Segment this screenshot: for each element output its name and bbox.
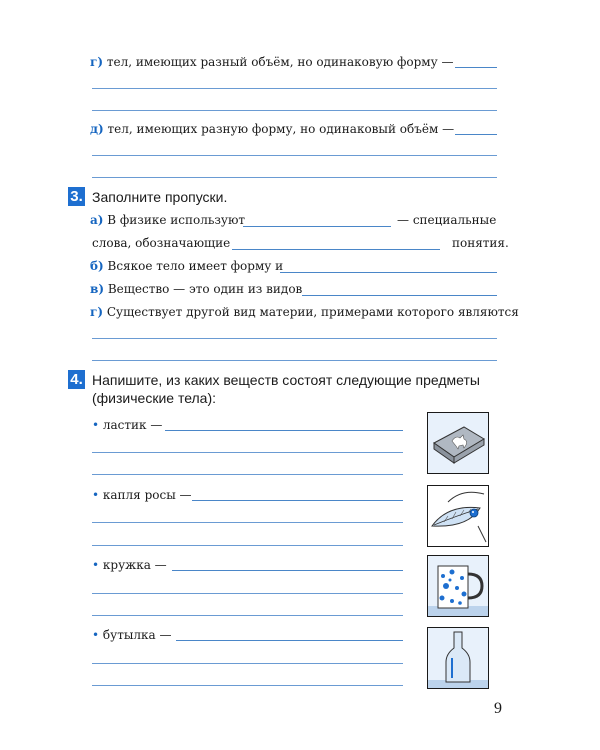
task-number-4: 4.	[68, 370, 85, 389]
answer-line[interactable]	[455, 67, 497, 68]
task4-item-mug	[92, 558, 167, 572]
task3-item-v	[90, 282, 302, 296]
item-d-top	[90, 122, 454, 136]
answer-line[interactable]	[243, 226, 391, 227]
task3-item-a-text4: понятия.	[452, 236, 509, 250]
item-label: д)	[90, 122, 104, 136]
task3-item-a-text3: слова, обозначающие	[92, 236, 231, 250]
page-number: 9	[494, 700, 502, 717]
answer-line[interactable]	[92, 452, 403, 453]
answer-line[interactable]	[172, 570, 403, 571]
answer-line[interactable]	[192, 500, 403, 501]
bottle-icon	[427, 627, 489, 689]
task4-item-dew	[92, 488, 192, 502]
task3-item-b	[90, 259, 283, 273]
task4-item-bottle	[92, 628, 171, 642]
item-label: г)	[90, 55, 104, 69]
answer-line[interactable]	[92, 522, 403, 523]
answer-line[interactable]	[92, 360, 497, 361]
answer-line[interactable]	[280, 272, 497, 273]
item-label: а)	[90, 213, 104, 227]
answer-line[interactable]	[92, 88, 497, 89]
answer-line[interactable]	[92, 155, 497, 156]
item-text: капля росы —	[102, 488, 192, 502]
answer-line[interactable]	[92, 593, 403, 594]
answer-line[interactable]	[92, 615, 403, 616]
answer-line[interactable]	[92, 110, 497, 111]
answer-line[interactable]	[176, 640, 403, 641]
answer-line[interactable]	[92, 474, 403, 475]
task4-title-line1: Напишите, из каких веществ состоят следующие предметы	[92, 372, 480, 388]
item-text: кружка —	[102, 558, 167, 572]
bullet: •	[92, 558, 100, 572]
mug-icon	[427, 555, 489, 617]
task-number-3: 3.	[68, 187, 85, 206]
item-text: бутылка —	[102, 628, 172, 642]
answer-line[interactable]	[455, 134, 497, 135]
item-text: тел, имеющих разную форму, но одинаковый объём —	[107, 122, 455, 136]
item-label: г)	[90, 305, 104, 319]
task4-title-line2: (физические тела):	[92, 390, 217, 406]
answer-line[interactable]	[92, 685, 403, 686]
bullet: •	[92, 628, 100, 642]
item-text: Существует другой вид материи, примерами которого являются	[106, 305, 519, 319]
dew-drop-icon	[427, 485, 489, 547]
answer-line[interactable]	[92, 338, 497, 339]
eraser-icon	[427, 412, 489, 474]
task4-item-eraser	[92, 418, 162, 432]
item-label: б)	[90, 259, 104, 273]
answer-line[interactable]	[165, 430, 403, 431]
bullet: •	[92, 488, 100, 502]
item-text: Всякое тело имеет форму и	[107, 259, 284, 273]
answer-line[interactable]	[92, 663, 403, 664]
item-label: в)	[90, 282, 105, 296]
answer-line[interactable]	[92, 545, 403, 546]
task3-item-g	[90, 305, 519, 319]
task3-title: Заполните пропуски.	[92, 189, 228, 205]
item-g-top	[90, 55, 453, 69]
item-text: Вещество — это один из видов	[107, 282, 303, 296]
item-text: В физике используют	[107, 213, 246, 227]
bullet: •	[92, 418, 100, 432]
task3-item-a-line1	[90, 213, 245, 227]
item-text: тел, имеющих разный объём, но одинаковую форму —	[106, 55, 454, 69]
answer-line[interactable]	[302, 295, 497, 296]
task3-item-a-text2: — специальные	[397, 213, 497, 227]
item-text: ластик —	[102, 418, 163, 432]
answer-line[interactable]	[92, 177, 497, 178]
answer-line[interactable]	[232, 249, 440, 250]
